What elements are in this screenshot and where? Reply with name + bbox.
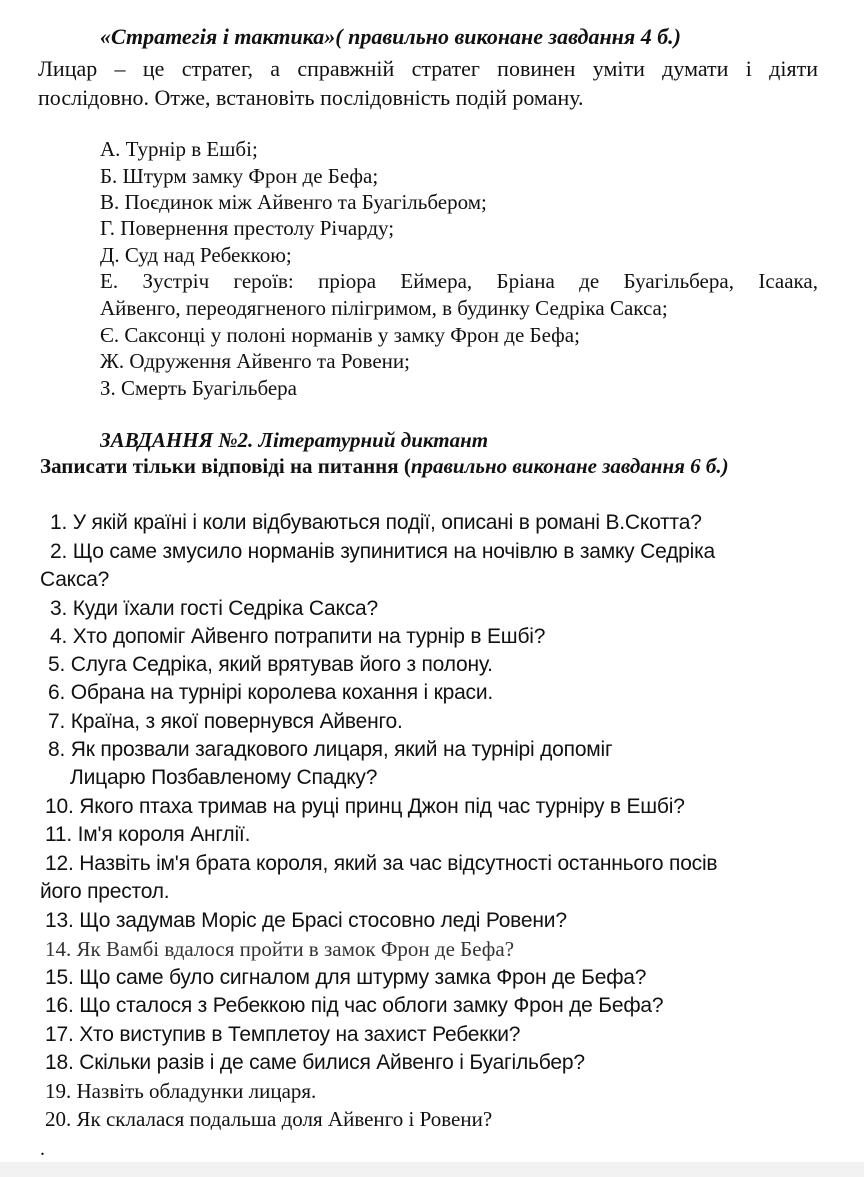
option-d: Д. Суд над Ребеккою; [100, 243, 292, 267]
question-10: 10. Якого птаха тримав на руці принц Джон під час турніру в Ешбі? [45, 795, 685, 818]
question-16: 16. Що сталося з Ребеккою під час облоги замку Фрон де Бефа? [45, 994, 664, 1017]
option-e-line1: Е. Зустріч героїв: пріора Еймера, Бріана де Буагільбера, Ісаака, [100, 269, 818, 293]
question-8-line2: Лицарю Позбавленому Спадку? [70, 766, 378, 789]
task1-intro-line1: Лицар – це стратег, а справжній стратег повинен уміти думати і діяти [38, 56, 818, 81]
task2-instruction-plain: Записати тільки відповіді на питання ( [40, 454, 411, 478]
page-bottom-edge [0, 1162, 864, 1177]
task2-instruction-italic: правильно виконане завдання 6 б.) [410, 454, 729, 478]
question-15: 15. Що саме було сигналом для штурму замка Фрон де Бефа? [45, 966, 647, 989]
question-3: 3. Куди їхали гості Седріка Сакса? [50, 597, 379, 620]
task2-instruction [40, 454, 729, 479]
question-7: 7. Країна, з якої повернувся Айвенго. [48, 710, 403, 733]
trailing-mark: . [40, 1138, 45, 1160]
option-e [100, 268, 818, 322]
option-zh: Ж. Одруження Айвенго та Ровени; [100, 349, 410, 373]
option-e-line2: Айвенго, переодягненого пілігримом, в будинку Седріка Сакса; [100, 296, 668, 320]
question-8-line1: 8. Як прозвали загадкового лицаря, який на турнірі допоміг [48, 738, 613, 761]
option-h: Г. Повернення престолу Річарду; [100, 216, 395, 240]
question-2-line1: 2. Що саме змусило норманів зупинитися на ночівлю в замку Седріка [50, 540, 716, 563]
option-v: В. Поєдинок між Айвенго та Буагільбером; [100, 190, 487, 214]
question-19: 19. Назвіть обладунки лицаря. [45, 1079, 317, 1103]
question-4: 4. Хто допоміг Айвенго потрапити на турнір в Ешбі? [50, 625, 546, 648]
question-12-line2: його престол. [40, 880, 170, 903]
question-20: 20. Як склалася подальша доля Айвенго і Ровени? [45, 1107, 493, 1131]
task1-title: «Стратегія і тактика»( правильно виконане завдання 4 б.) [100, 24, 682, 49]
question-13: 13. Що задумав Моріс де Брасі стосовно леді Ровени? [45, 909, 567, 932]
question-1: 1. У якій країні і коли відбуваються події, описані в романі В.Скотта? [50, 511, 702, 534]
question-17: 17. Хто виступив в Темплетоу на захист Ребекки? [45, 1023, 521, 1046]
question-5: 5. Слуга Седріка, який врятував його з полону. [48, 653, 493, 676]
option-a: А. Турнір в Ешбі; [100, 137, 258, 161]
question-2-line2: Сакса? [40, 568, 110, 591]
task2-title: ЗАВДАННЯ №2. Літературний диктант [100, 428, 489, 452]
option-ye: Є. Саксонці у полоні норманів у замку Фрон де Бефа; [100, 323, 580, 347]
option-z: З. Смерть Буагільбера [100, 376, 297, 400]
question-14: 14. Як Вамбі вдалося пройти в замок Фрон де Бефа? [45, 937, 515, 961]
question-11: 11. Ім'я короля Англії. [45, 823, 251, 846]
question-18: 18. Скільки разів і де саме билися Айвенго і Буагільбер? [45, 1051, 585, 1074]
option-b: Б. Штурм замку Фрон де Бефа; [100, 164, 379, 188]
task1-intro-line2: послідовно. Отже, встановіть послідовність подій роману. [38, 85, 584, 110]
question-12-line1: 12. Назвіть ім'я брата короля, який за час відсутності останнього посів [45, 852, 718, 875]
question-6: 6. Обрана на турнірі королева кохання і краси. [48, 681, 494, 704]
